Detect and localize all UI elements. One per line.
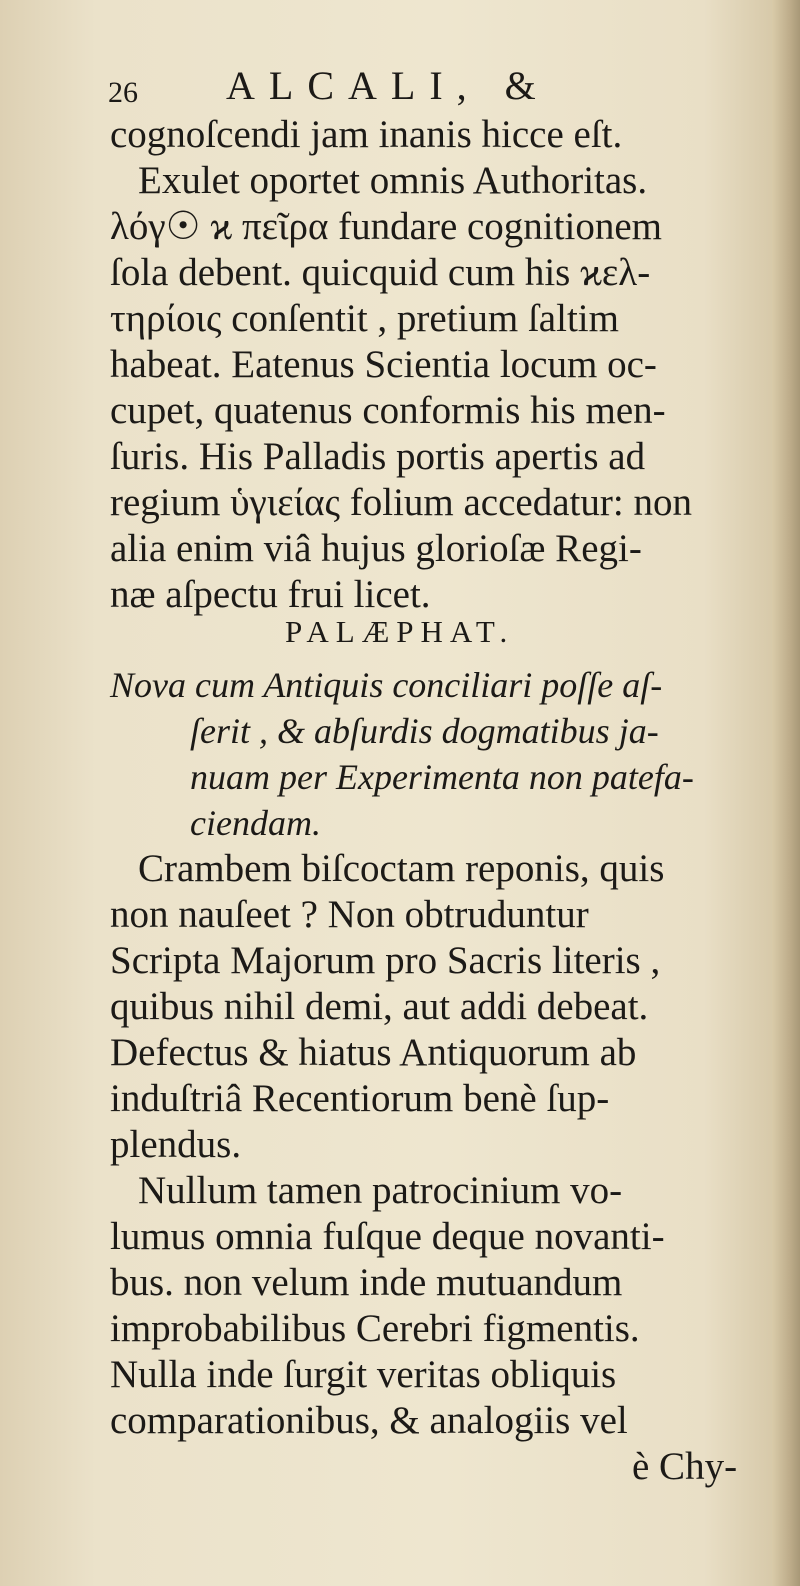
text-line: Defectus & hiatus Antiquorum ab <box>110 1031 637 1074</box>
text-line: ſola debent. quicquid cum his ϰελ- <box>110 251 651 294</box>
folio-number: 26 <box>108 76 138 109</box>
text-line: ſuris. His Palladis portis apertis ad <box>110 435 646 478</box>
text-line: alia enim viâ hujus glorioſæ Regi- <box>110 527 642 570</box>
page-edge <box>772 0 800 1586</box>
text-line: Scripta Majorum pro Sacris literis , <box>110 939 661 982</box>
text-line: comparationibus, & analogiis vel <box>110 1399 628 1442</box>
text-line: cupet, quatenus conformis his men- <box>110 389 666 432</box>
quote-line: ſerit , & abſurdis dogmatibus ja- <box>190 711 659 751</box>
page-header <box>108 62 708 112</box>
text-line: improbabilibus Cerebri figmentis. <box>110 1307 640 1350</box>
text-line: non nauſeet ? Non obtruduntur <box>110 893 589 936</box>
text-line: næ aſpectu frui licet. <box>110 573 431 616</box>
text-line: habeat. Eatenus Scientia locum oc- <box>110 343 657 386</box>
running-head: ALCALI, & <box>226 63 550 108</box>
text-line: quibus nihil demi, aut addi debeat. <box>110 985 649 1028</box>
quote-line: Nova cum Antiquis conciliari poſſe aſ- <box>110 665 663 705</box>
text-line: cognoſcendi jam inanis hicce eſt. <box>110 113 623 156</box>
catchword: è Chy- <box>632 1445 738 1488</box>
section-heading: PALÆPHAT. <box>285 614 515 649</box>
quote-line: nuam per Experimenta non patefa- <box>190 757 694 797</box>
text-line: Nullum tamen patrocinium vo- <box>138 1169 623 1212</box>
text-line: bus. non velum inde mutuandum <box>110 1261 623 1304</box>
text-line: τηρίοις conſentit , pretium ſaltim <box>110 297 619 340</box>
quote-line: ciendam. <box>190 803 321 843</box>
text-line: λόγ☉ ϰ πεῖρα fundare cognitionem <box>110 205 662 248</box>
text-line: Crambem biſcoctam reponis, quis <box>138 847 665 890</box>
text-line: induſtriâ Recentiorum benè ſup- <box>110 1077 610 1120</box>
text-line: regium ὑγιείας folium accedatur: non <box>110 481 692 524</box>
text-line: plendus. <box>110 1123 242 1166</box>
text-line: lumus omnia fuſque deque novanti- <box>110 1215 665 1258</box>
text-line: Nulla inde ſurgit veritas obliquis <box>110 1353 617 1396</box>
text-line: Exulet oportet omnis Authoritas. <box>138 159 648 202</box>
